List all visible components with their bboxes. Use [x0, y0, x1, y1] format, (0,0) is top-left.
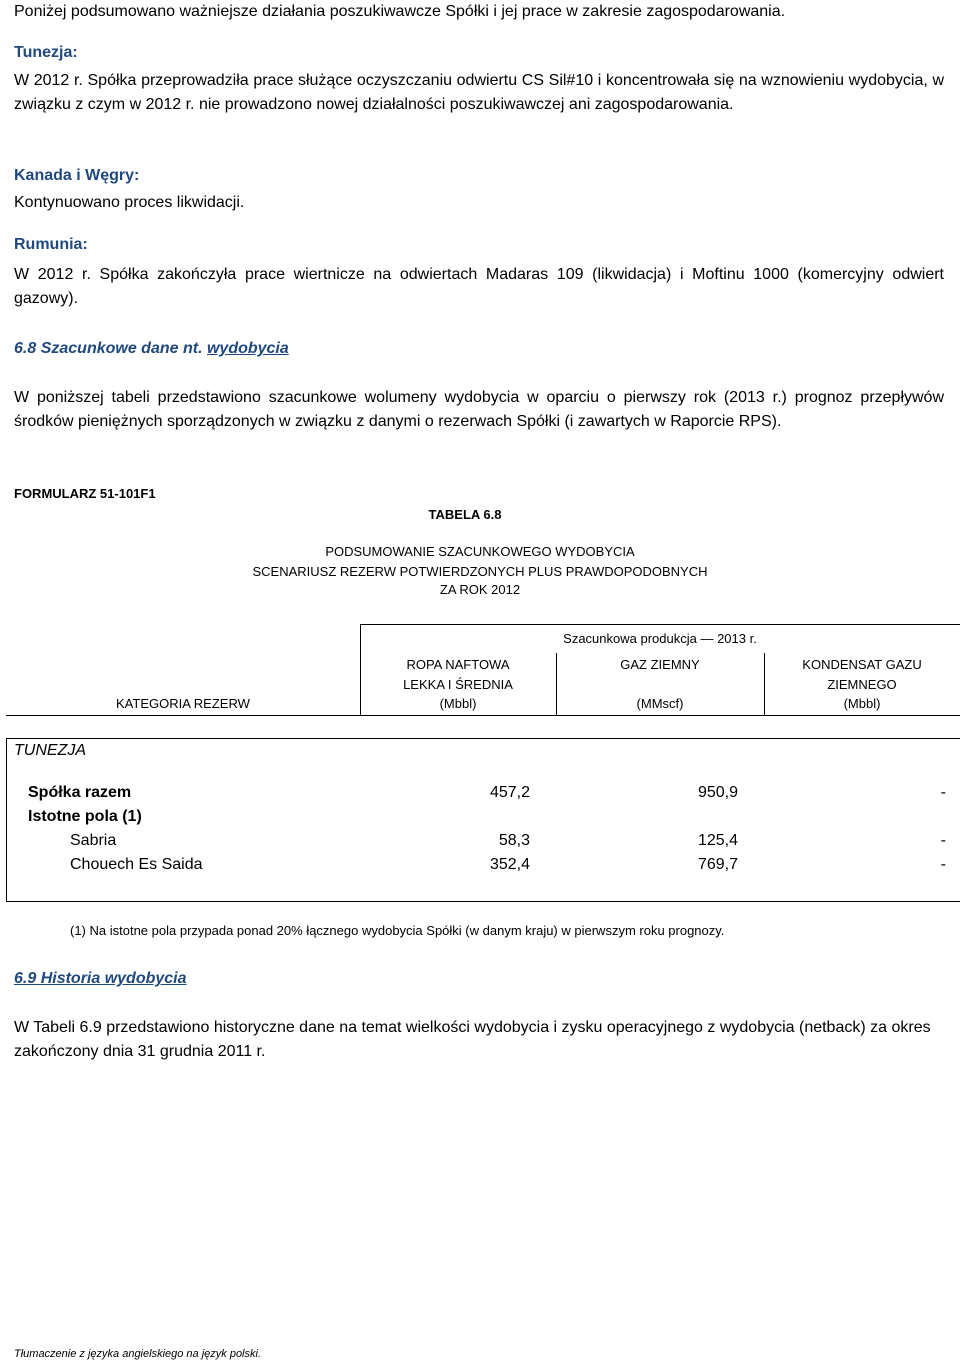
- footer-note: Tłumaczenie z języka angielskiego na język polski.: [14, 1348, 262, 1360]
- row-chouech-gas: 769,7: [697, 856, 738, 873]
- heading-tunezja: Tunezja:: [14, 44, 78, 61]
- col-oil-line2: LEKKA I ŚREDNIA: [403, 677, 513, 692]
- tunezja-paragraph: W 2012 r. Spółka przeprowadziła prace służące oczyszczaniu odwiertu CS Sil#10 i koncentrowała się na wznowieniu wydobycia, w związku z czym w 2012 r. nie prowadzono nowej działalności poszukiwawczej ani zagospodarowania.: [14, 72, 944, 113]
- row-sabria-cond: -: [940, 832, 946, 849]
- col-gas-line1: GAZ ZIEMNY: [620, 657, 700, 672]
- row-label-istotne: Istotne pola (1): [28, 808, 142, 825]
- rumunia-paragraph: W 2012 r. Spółka zakończyła prace wiertnicze na odwiertach Madaras 109 (likwidacja) i Moftinu 1000 (komercyjny odwiert gazowy).: [14, 266, 944, 307]
- country-label: TUNEZJA: [14, 742, 86, 759]
- table-footnote: (1) Na istotne pola przypada ponad 20% łącznego wydobycia Spółki (w danym kraju) w pierwszym roku prognozy.: [70, 923, 725, 938]
- col-gas-unit: (MMscf): [636, 696, 684, 711]
- section-6-9-paragraph: W Tabeli 6.9 przedstawiono historyczne dane na temat wielkości wydobycia i zysku operacyjnego z wydobycia (netback) za okres zakończony dnia 31 grudnia 2011 r.: [14, 1019, 931, 1060]
- row-spolka-gas: 950,9: [697, 784, 738, 801]
- heading-rumunia: Rumunia:: [14, 236, 88, 253]
- row-label-sabria: Sabria: [70, 832, 117, 849]
- col-cond-line2: ZIEMNEGO: [827, 677, 897, 692]
- section-6-8-title: [14, 340, 289, 358]
- row-chouech-oil: 352,4: [489, 856, 530, 873]
- section-6-8-title-a: Szacunkowe dane nt.: [40, 340, 203, 357]
- row-sabria-oil: 58,3: [498, 832, 530, 849]
- col-cond-unit: (Mbbl): [843, 696, 881, 711]
- table-label: TABELA 6.8: [428, 507, 502, 522]
- section-6-9-title: 6.9 Historia wydobycia: [14, 970, 187, 987]
- row-spolka-oil: 457,2: [489, 784, 530, 801]
- kanada-paragraph: Kontynuowano proces likwidacji.: [14, 194, 245, 211]
- col-oil-line1: ROPA NAFTOWA: [406, 657, 510, 672]
- col-oil-unit: (Mbbl): [439, 696, 477, 711]
- row-label-spolka: Spółka razem: [28, 784, 132, 801]
- section-6-8-number: 6.8: [14, 340, 37, 357]
- table-title-2: SCENARIUSZ REZERW POTWIERDZONYCH PLUS PRAWDOPODOBNYCH: [252, 564, 708, 579]
- row-sabria-gas: 125,4: [697, 832, 738, 849]
- heading-kanada: Kanada i Węgry:: [14, 167, 140, 184]
- section-6-8-title-b: wydobycia: [206, 340, 289, 357]
- group-header: Szacunkowa produkcja — 2013 r.: [563, 631, 757, 646]
- row-label-chouech: Chouech Es Saida: [70, 856, 203, 873]
- table-title-3: ZA ROK 2012: [439, 582, 521, 597]
- intro-paragraph: Poniżej podsumowano ważniejsze działania poszukiwawcze Spółki i jej prace w zakresie zagospodarowania.: [14, 3, 786, 20]
- data-box: [6, 738, 960, 902]
- table-title-1: PODSUMOWANIE SZACUNKOWEGO WYDOBYCIA: [325, 544, 635, 559]
- row-chouech-cond: -: [940, 856, 946, 873]
- section-6-8-paragraph: W poniższej tabeli przedstawiono szacunkowe wolumeny wydobycia w oparciu o pierwszy rok (2013 r.) prognoz przepływów środków pieniężnych sporządzonych w związku z danymi o rezerwach Spółki (i zawartych w Raporcie RPS).: [14, 389, 944, 430]
- form-label: FORMULARZ 51-101F1: [14, 486, 156, 501]
- category-header: KATEGORIA REZERW: [116, 696, 250, 711]
- category-header-line: [6, 715, 362, 716]
- row-spolka-cond: -: [940, 784, 946, 801]
- col-cond-line1: KONDENSAT GAZU: [802, 657, 922, 672]
